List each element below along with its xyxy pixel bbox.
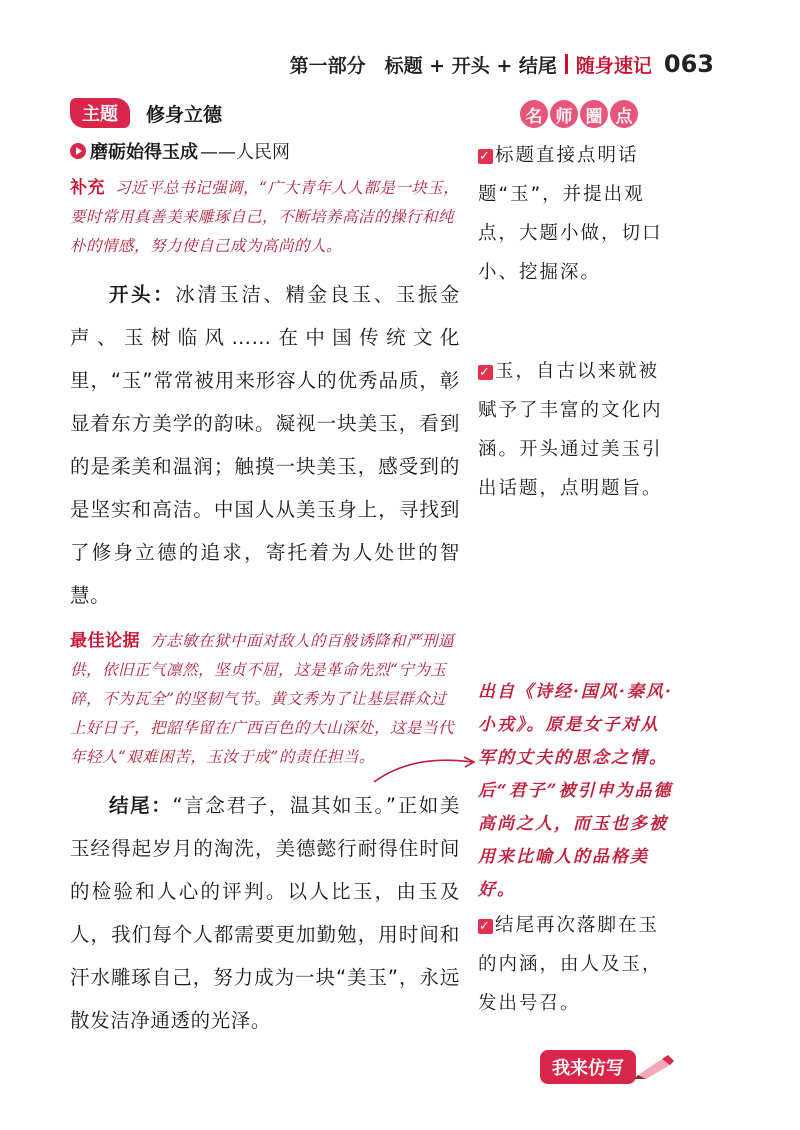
supplement-text: 习近平总书记强调，“广大青年人人都是一块玉，要时常用真善美来雕琢自己，不断培养高洁的操行和纯朴的情感，努力使自己成为高尚的人。 [70,179,460,255]
side-note-ending [478,906,678,1023]
side-note-opening [478,352,678,508]
check-icon: ✓ [479,149,492,164]
theme-row [70,96,460,130]
header-tag: 随身速记 [575,54,652,77]
opening-text: 冰清玉洁、精金良玉、玉振金声、玉树临风……在中国传统文化里，“玉”常常被用来形容人的优秀品质，彰显着东方美学的韵味。凝视一块美玉，看到的是柔美和温润；触摸一块美玉，感受到的是坚实和高洁。中国人从美玉身上，寻找到了修身立德的追求，寄托着为人处世的智慧。 [70,283,460,607]
ending-label: 结尾： [109,794,173,817]
ending-text: “言念君子，温其如玉。”正如美玉经得起岁月的淘洗，美德懿行耐得住时间的检验和人心的评判。以人比玉，由玉及人，我们每个人都需要更加勤勉，用时间和汗水雕琢自己，努力成为一块“美玉”，永远散发洁净通透的光泽。 [70,794,460,1032]
side-title-char: 点 [610,100,638,128]
imitate-button-label: 我来仿写 [540,1050,636,1084]
imitate-writing-button[interactable] [540,1050,676,1084]
supplement-note [70,174,460,261]
side-title [520,100,638,128]
ending-paragraph [70,784,460,1042]
page-number: 063 [663,50,714,78]
check-icon: ✓ [479,365,492,380]
opening-paragraph [70,273,460,617]
handwritten-annotation: 出自《诗经·国风·秦风·小戎》。原是女子对从军的丈夫的思念之情。后“君子”被引申为品德高尚之人，而玉也多被用来比喻人的品格美好。 [478,682,673,900]
section-title: 第一部分 标题 + 开头 + 结尾 [289,54,557,77]
side-note-title [478,136,678,292]
page-header [290,50,714,78]
best-argument-note [70,627,460,772]
source-outlet: ——人民网 [200,142,290,163]
pencil-icon [632,1055,676,1079]
best-argument-text: 方志敏在狱中面对敌人的百般诱降和严刑逼供，依旧正气凛然，坚贞不屈，这是革命先烈“宁为玉碎，不为瓦全”的坚韧气节。黄文秀为了让基层群众过上好日子，把韶华留在广西百色的大山深处，这是当代年轻人“艰难困苦，玉汝于成”的责任担当。 [70,632,455,766]
side-note-text: 结尾再次落脚在玉的内涵，由人及玉，发出号召。 [478,915,663,1014]
supplement-label: 补充 [70,178,105,198]
header-divider [565,54,568,74]
source-row [70,138,460,164]
check-icon: ✓ [479,919,492,934]
side-title-char: 师 [550,100,578,128]
theme-title: 修身立德 [146,103,223,126]
main-column [70,96,460,1042]
opening-label: 开头： [109,283,176,306]
side-title-char: 名 [520,100,548,128]
side-title-char: 圈 [580,100,608,128]
side-note-text: 玉，自古以来就被赋予了丰富的文化内涵。开头通过美玉引出话题，点明题旨。 [478,361,663,499]
annotation-arrow [372,752,482,792]
side-note-text: 标题直接点明话题“玉”，并提出观点，大题小做，切口小、挖掘深。 [478,145,663,283]
play-icon [70,143,86,159]
source-title: 磨砺始得玉成 [90,142,198,163]
best-argument-label: 最佳论据 [70,631,140,651]
theme-label: 主题 [70,98,130,128]
